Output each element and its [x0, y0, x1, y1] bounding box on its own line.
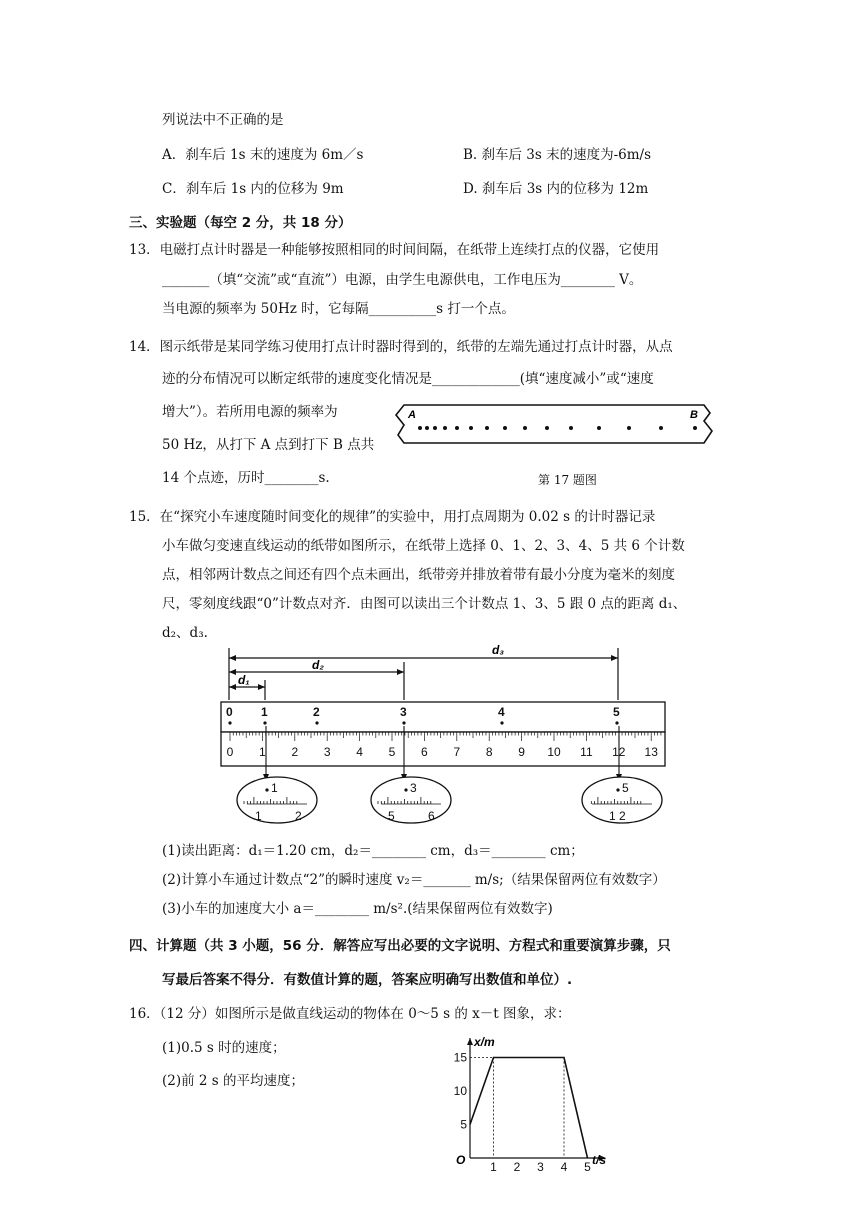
tape-dot — [433, 426, 437, 430]
tape-dot — [503, 426, 507, 430]
count-point-0 — [228, 721, 231, 724]
q15-line-3: 点，相邻两计数点之间还有四个点未画出，纸带旁并排放着带有最小分度为毫米的刻度 — [162, 567, 675, 583]
q13-line-1: 13．电磁打点计时器是一种能够按照相同的时间间隔，在纸带上连续打点的仪器，它使用 — [129, 242, 660, 258]
count-point-3-label: 3 — [400, 705, 407, 719]
y-axis-arrow — [467, 1038, 473, 1045]
q15-sub-1: (1)读出距离：d₁＝1.20 cm，d₂＝________ cm，d₃＝________ cm； — [162, 843, 584, 859]
q12-option-c: C．刹车后 1s 内的位移为 9m — [162, 181, 344, 197]
tape-dot — [569, 426, 573, 430]
x-tick-label: 3 — [537, 1160, 544, 1174]
tape-dot — [469, 426, 473, 430]
tape-dot — [597, 426, 601, 430]
magnifier-5-num-12: 1 2 — [609, 809, 626, 823]
section-4-heading-line-2: 写最后答案不得分．有数值计算的题，答案应明确写出数值和单位）. — [162, 972, 573, 988]
d1-label: d₁ — [238, 673, 250, 687]
y-tick-label: 10 — [453, 1084, 467, 1098]
q14-line-4: 50 Hz，从打下 A 点到打下 B 点共 — [162, 437, 375, 453]
ruler-number: 4 — [356, 745, 363, 759]
count-point-4-label: 4 — [498, 705, 505, 719]
magnifier-1-num-2: 2 — [295, 809, 302, 823]
count-point-2-label: 2 — [313, 705, 320, 719]
q12-option-a: A．刹车后 1s 末的速度为 6m／s — [162, 147, 364, 163]
q14-line-5: 14 个点迹，历时________s. — [162, 470, 330, 486]
count-point-3 — [402, 721, 405, 724]
x-tick-label: 4 — [560, 1160, 568, 1174]
section-3-heading: 三、实验题（每空 2 分，共 18 分） — [129, 215, 352, 231]
tape-dot — [545, 426, 549, 430]
q15-line-4: 尺，零刻度线跟“0”计数点对齐．由图可以读出三个计数点 1、3、5 跟 0 点的距离 d₁、 — [162, 596, 687, 612]
ruler-number: 11 — [580, 745, 593, 759]
magnifier-3-num-5: 5 — [388, 809, 395, 823]
d2-label: d₂ — [312, 658, 324, 672]
tape-dot — [455, 426, 459, 430]
q12-option-d: D. 刹车后 3s 内的位移为 12m — [463, 181, 649, 197]
tape-dot — [418, 426, 422, 430]
magnifier-3-point-label: 3 — [410, 781, 417, 795]
q14-line-1: 14．图示纸带是某同学练习使用打点计时器时得到的，纸带的左端先通过打点计时器，从点 — [129, 339, 673, 355]
count-point-4 — [500, 721, 503, 724]
x-tick-label: 2 — [513, 1160, 521, 1174]
q14-figure-caption: 第 17 题图 — [538, 473, 597, 487]
section-4-heading-line-1: 四、计算题（共 3 小题，56 分．解答应写出必要的文字说明、方程式和重要演算步骤，只 — [129, 938, 671, 954]
ruler-number: 3 — [323, 745, 331, 759]
q15-sub-2: (2)计算小车通过计数点“2”的瞬时速度 v₂＝_______ m/s;（结果保留两位有效数字） — [162, 872, 666, 888]
ruler-number: 7 — [453, 745, 461, 759]
paper-tape-figure — [392, 399, 718, 449]
magnifier-1-num-1: 1 — [255, 809, 262, 823]
y-tick-label: 15 — [453, 1050, 467, 1065]
tape-dot — [443, 426, 447, 430]
ruler-number: 8 — [485, 745, 493, 759]
ruler-number: 6 — [421, 745, 428, 759]
tape-dot — [627, 426, 631, 430]
q16-sub-1: (1)0.5 s 时的速度； — [162, 1040, 286, 1056]
q15-line-5: d₂、d₃. — [162, 625, 208, 641]
count-point-1 — [263, 721, 266, 724]
q16-sub-2: (2)前 2 s 的平均速度； — [162, 1073, 305, 1089]
ruler-number: 1 — [259, 745, 266, 759]
x-tick-label: 5 — [584, 1160, 591, 1174]
q12-tail: 列说法中不正确的是 — [162, 112, 284, 128]
ruler-number: 12 — [612, 745, 626, 759]
q16-line-1: 16．（12 分）如图所示是做直线运动的物体在 0～5 s 的 x－t 图象，求： — [129, 1006, 571, 1022]
q15-line-1: 15．在“探究小车速度随时间变化的规律”的实验中，用打点周期为 0.02 s 的计时器记录 — [129, 509, 656, 525]
tape-label-b: B — [690, 409, 698, 421]
count-point-0-label: 0 — [226, 705, 233, 719]
tape-dot — [485, 426, 489, 430]
q13-line-3: 当电源的频率为 50Hz 时，它每隔__________s 打一个点。 — [162, 301, 515, 317]
tape-dot — [659, 426, 663, 430]
count-point-5 — [615, 721, 618, 724]
ruler-number: 10 — [547, 745, 561, 759]
tape-label-a: A — [408, 409, 416, 421]
q12-option-b: B. 刹车后 3s 末的速度为-6m/s — [463, 147, 652, 163]
y-axis-label: x/m — [474, 1035, 495, 1049]
count-point-2 — [315, 721, 318, 724]
magnifier-5-point — [616, 788, 619, 791]
magnifier-1-point — [265, 788, 268, 791]
count-point-1-label: 1 — [261, 705, 268, 719]
q15-line-2: 小车做匀变速直线运动的纸带如图所示，在纸带上选择 0、1、2、3、4、5 共 6 个计数 — [162, 538, 685, 554]
paper-tape-outline — [396, 405, 712, 443]
ruler-number: 5 — [388, 745, 396, 759]
count-point-5-label: 5 — [613, 705, 620, 719]
ruler-number: 13 — [644, 745, 658, 759]
magnifier-5-point-label: 5 — [622, 781, 629, 795]
paper-tape — [221, 702, 665, 732]
x-axis-label: t/s — [592, 1153, 607, 1167]
x-t-series-line — [470, 1058, 588, 1159]
q14-line-3: 增大”）。若所用电源的频率为 — [162, 404, 338, 420]
ruler-number: 0 — [226, 745, 234, 759]
ruler-tape-figure — [216, 640, 672, 842]
q13-line-2: _______（填“交流”或“直流”）电源，由学生电源供电，工作电压为________ V。 — [162, 272, 643, 288]
magnifier-3-num-6: 6 — [428, 809, 435, 823]
magnifier-1-point-label: 1 — [271, 781, 278, 795]
x-t-graph — [446, 1030, 626, 1174]
tape-dot — [523, 426, 527, 430]
x-tick-label: 1 — [490, 1160, 497, 1174]
origin-label: O — [456, 1153, 466, 1167]
d3-label: d₃ — [492, 643, 504, 657]
ruler — [221, 732, 665, 766]
q15-sub-3: (3)小车的加速度大小 a＝________ m/s².(结果保留两位有效数字) — [162, 901, 553, 917]
magnifier-3-point — [404, 788, 407, 791]
ruler-number: 9 — [518, 745, 525, 759]
y-tick-label: 5 — [460, 1117, 467, 1132]
tape-dot — [425, 426, 429, 430]
q14-line-2: 迹的分布情况可以断定纸带的速度变化情况是_____________(填“速度减小”或“速度 — [162, 371, 654, 387]
tape-dot — [693, 426, 697, 430]
ruler-number: 2 — [291, 745, 299, 759]
